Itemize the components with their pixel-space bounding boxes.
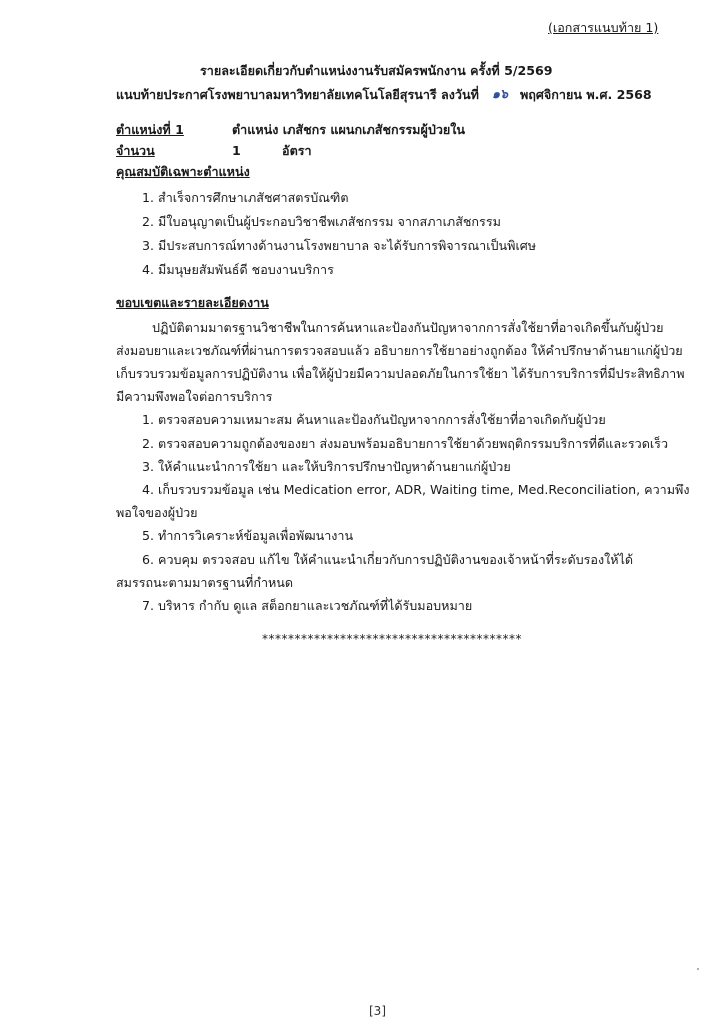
scope-item-continued: พอใจของผู้ป่วย [116,505,198,520]
qualifications-heading: คุณสมบัติเฉพาะตำแหน่ง [116,164,250,179]
qualification-item: 4. มีมนุษยสัมพันธ์ดี ชอบงานบริการ [142,262,334,277]
scope-item: 7. บริหาร กำกับ ดูแล สต็อกยาและเวชภัณฑ์ที่ได้รับมอบหมาย [142,598,473,613]
scope-paragraph-line: เก็บรวบรวมข้อมูลการปฏิบัติงาน เพื่อให้ผู้ป่วยมีความปลอดภัยในการใช้ยา ได้รับการบริการที่มีประสิทธิภาพ [116,366,685,381]
title-line-2-suffix: พฤศจิกายน พ.ศ. 2568 [520,87,652,102]
annex-label: (เอกสารแนบท้าย 1) [548,20,659,35]
scope-item: 4. เก็บรวบรวมข้อมูล เช่น Medication error, ADR, Waiting time, Med.Reconciliation, ความพึง [142,482,690,497]
title-line-2-prefix: แนบท้ายประกาศโรงพยาบาลมหาวิทยาลัยเทคโนโลยีสุรนารี ลงวันที่ [116,87,479,102]
title-line-1: รายละเอียดเกี่ยวกับตำแหน่งงานรับสมัครพนักงาน ครั้งที่ 5/2569 [200,63,553,78]
position-label: ตำแหน่งที่ 1 [116,122,184,137]
amount-label: จำนวน [116,143,155,158]
amount-number: 1 [232,143,241,158]
scope-item: 1. ตรวจสอบความเหมาะสม ค้นหาและป้องกันปัญหาจากการสั่งใช้ยาที่อาจเกิดกับผู้ป่วย [142,412,606,427]
page-number: [3] [369,1004,386,1018]
scope-item-continued: สมรรถนะตามมาตรฐานที่กำหนด [116,575,294,590]
position-value: ตำแหน่ง เภสัชกร แผนกเภสัชกรรมผู้ป่วยใน [232,122,466,137]
scope-item: 3. ให้คำแนะนำการใช้ยา และให้บริการปรึกษาปัญหาด้านยาแก่ผู้ป่วย [142,459,511,474]
amount-unit: อัตรา [282,143,312,158]
handwritten-day: ๑๖ [492,86,508,101]
separator-stars: **************************************** [262,632,522,646]
qualification-item: 3. มีประสบการณ์ทางด้านงานโรงพยาบาล จะได้รับการพิจารณาเป็นพิเศษ [142,238,537,253]
scope-paragraph-line: ส่งมอบยาและเวชภัณฑ์ที่ผ่านการตรวจสอบแล้ว อธิบายการใช้ยาอย่างถูกต้อง ให้คำปรึกษาด้านยาแก่ผู้ป่วย [116,343,683,358]
scope-paragraph-line: ปฏิบัติตามมาตรฐานวิชาชีพในการค้นหาและป้องกันปัญหาจากการสั่งใช้ยาที่อาจเกิดขึ้นกับผู้ป่วย [152,320,664,335]
scope-item: 2. ตรวจสอบความถูกต้องของยา ส่งมอบพร้อมอธิบายการใช้ยาด้วยพฤติกรรมบริการที่ดีและรวดเร็ว [142,436,669,451]
scope-heading: ขอบเขตและรายละเอียดงาน [116,295,269,310]
qualification-item: 2. มีใบอนุญาตเป็นผู้ประกอบวิชาชีพเภสัชกรรม จากสภาเภสัชกรรม [142,214,501,229]
scan-speck [697,968,699,970]
scope-item: 5. ทำการวิเคราะห์ข้อมูลเพื่อพัฒนางาน [142,528,354,543]
scope-item: 6. ควบคุม ตรวจสอบ แก้ไข ให้คำแนะนำเกี่ยวกับการปฏิบัติงานของเจ้าหน้าที่ระดับรองให้ได้ [142,552,634,567]
qualification-item: 1. สำเร็จการศึกษาเภสัชศาสตรบัณฑิต [142,190,349,205]
scope-paragraph-line: มีความพึงพอใจต่อการบริการ [116,389,273,404]
